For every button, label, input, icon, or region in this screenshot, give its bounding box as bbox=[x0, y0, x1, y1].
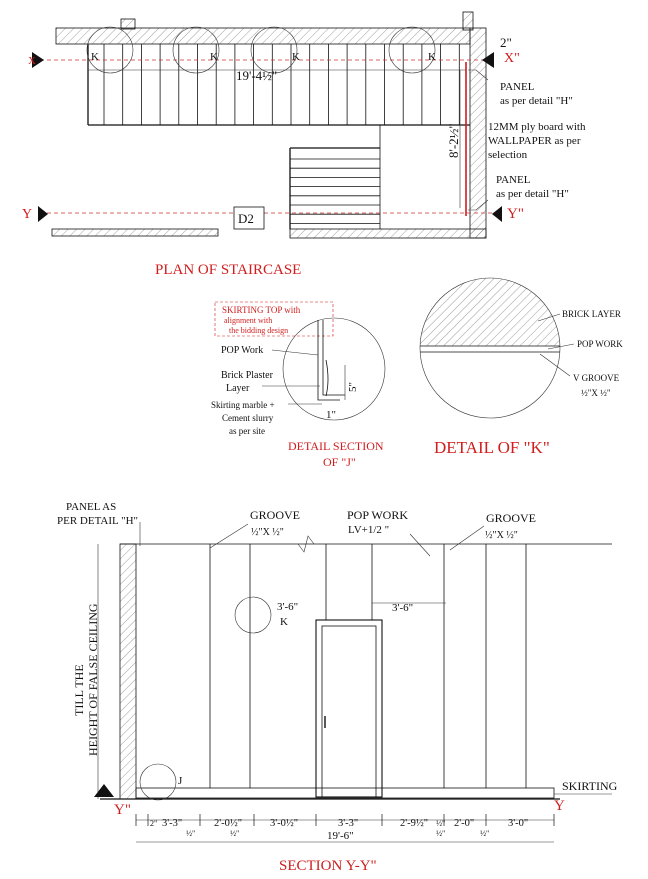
section-y-y bbox=[57, 501, 618, 874]
y-left-label: Y bbox=[22, 207, 33, 222]
dim-chain-label: ½" bbox=[230, 829, 240, 838]
panel-label-2: PER DETAIL "H" bbox=[57, 515, 139, 527]
dim-chain-label: ½" bbox=[186, 829, 196, 838]
detail-j-circle bbox=[283, 318, 385, 420]
dim-chain-label: 2'-0½" bbox=[214, 818, 243, 829]
pop-work-section-label: POP WORK bbox=[347, 508, 409, 522]
note-panel-top-1: PANEL bbox=[500, 81, 535, 93]
v-groove-label: V GROOVE bbox=[573, 373, 620, 383]
note-ply-1: 12MM ply board with bbox=[488, 121, 586, 133]
section-y-right: Y bbox=[554, 798, 565, 814]
k-mark-3: K bbox=[292, 51, 300, 63]
note-panel-top-2: as per detail "H" bbox=[500, 95, 573, 107]
section-j-circle bbox=[140, 764, 176, 800]
y-arrow-left-icon bbox=[38, 206, 48, 222]
detail-j-title-1: DETAIL SECTION bbox=[288, 439, 384, 453]
pop-work-label: POP Work bbox=[221, 345, 264, 356]
note-ply-3: selection bbox=[488, 149, 528, 161]
marble-note-1: Skirting marble + bbox=[211, 400, 275, 410]
ceiling-note-2: HEIGHT OF FALSE CEILING bbox=[86, 603, 100, 756]
plan-top-wall bbox=[56, 28, 470, 44]
dim-chain-label: ½" bbox=[436, 819, 446, 828]
detail-k bbox=[418, 276, 623, 457]
v-groove-size: ½"X ½" bbox=[581, 388, 611, 398]
dim-total: 19'-6" bbox=[327, 830, 354, 842]
groove-left-label: GROOVE bbox=[250, 508, 300, 522]
plan-of-staircase bbox=[22, 12, 586, 278]
dim-chain-label: 3'-3" bbox=[162, 818, 183, 829]
detail-k-title: DETAIL OF "K" bbox=[434, 438, 550, 457]
plan-small-dim: 2" bbox=[500, 35, 512, 50]
skirting-note-1: SKIRTING TOP with bbox=[222, 305, 301, 315]
section-k-circle bbox=[235, 597, 271, 633]
note-ply-2: WALLPAPER as per bbox=[488, 135, 581, 147]
y-arrow-right-icon bbox=[492, 206, 502, 222]
groove-right-label: GROOVE bbox=[486, 511, 536, 525]
dim-chain-label: 2'-0" bbox=[454, 818, 475, 829]
plan-bottom-wall-right bbox=[290, 229, 486, 238]
plan-corner-post bbox=[463, 12, 473, 30]
plan-top-notch bbox=[121, 19, 135, 29]
dim-1: 1" bbox=[326, 409, 336, 421]
dim-chain-label: 3'-3" bbox=[338, 818, 359, 829]
y-right-label: Y" bbox=[507, 206, 524, 222]
brick-layer-label: BRICK LAYER bbox=[562, 309, 621, 319]
section-y-left: Y" bbox=[114, 802, 131, 818]
door-tag: D2 bbox=[238, 211, 254, 226]
brick-plaster-1: Brick Plaster bbox=[221, 370, 273, 381]
k-mark-4: K bbox=[428, 51, 436, 63]
k-mark-1: K bbox=[91, 51, 99, 63]
ceiling-note-1: TILL THE bbox=[72, 664, 86, 716]
section-left-wall bbox=[120, 544, 136, 799]
detail-section-j bbox=[211, 302, 385, 469]
dim-chain-label: ½" bbox=[480, 829, 490, 838]
dim-chain-label: 2" bbox=[150, 819, 158, 828]
marble-note-2: Cement slurry bbox=[222, 413, 274, 423]
x-right-label: X" bbox=[504, 51, 520, 66]
pop-level-label: LV+1/2 " bbox=[348, 524, 390, 536]
plan-title: PLAN OF STAIRCASE bbox=[155, 262, 302, 278]
groove-right-size: ½"X ½" bbox=[485, 530, 518, 541]
section-title: SECTION Y-Y" bbox=[279, 858, 377, 874]
brick-plaster-2: Layer bbox=[226, 383, 250, 394]
skirting-label: SKIRTING bbox=[562, 779, 618, 793]
section-door bbox=[316, 620, 382, 797]
section-k-mark: K bbox=[280, 616, 288, 628]
dim-36-left: 3'-6" bbox=[277, 601, 299, 613]
pop-work-k-label: POP WORK bbox=[577, 339, 623, 349]
section-j-mark: J bbox=[178, 775, 183, 787]
k-mark-2: K bbox=[210, 51, 218, 63]
skirting-note-3: the bidding design bbox=[229, 326, 289, 335]
dim-36-right: 3'-6" bbox=[392, 602, 414, 614]
detail-j-title-2: OF "J" bbox=[323, 455, 356, 469]
plan-bottom-wall-left bbox=[52, 229, 218, 236]
plan-width-dim: 8'-2½" bbox=[446, 123, 461, 158]
marble-note-3: as per site bbox=[229, 426, 265, 436]
groove-left-size: ½"X ½" bbox=[251, 527, 284, 538]
dim-5: 5" bbox=[347, 382, 359, 392]
note-panel-bot-2: as per detail "H" bbox=[496, 188, 569, 200]
dim-chain-label: 2'-9½" bbox=[400, 818, 429, 829]
note-panel-bot-1: PANEL bbox=[496, 174, 531, 186]
dim-chain-label: 3'-0" bbox=[508, 818, 529, 829]
panel-label-1: PANEL AS bbox=[66, 501, 117, 513]
plan-length-dim: 19'-4½" bbox=[236, 68, 278, 83]
dim-chain-label: ½" bbox=[436, 829, 446, 838]
x-left-label: X bbox=[28, 55, 36, 67]
skirting-note-2: alignment with bbox=[224, 316, 273, 325]
dim-chain-label: 3'-0½" bbox=[270, 818, 299, 829]
section-marker-left-icon bbox=[94, 784, 114, 797]
